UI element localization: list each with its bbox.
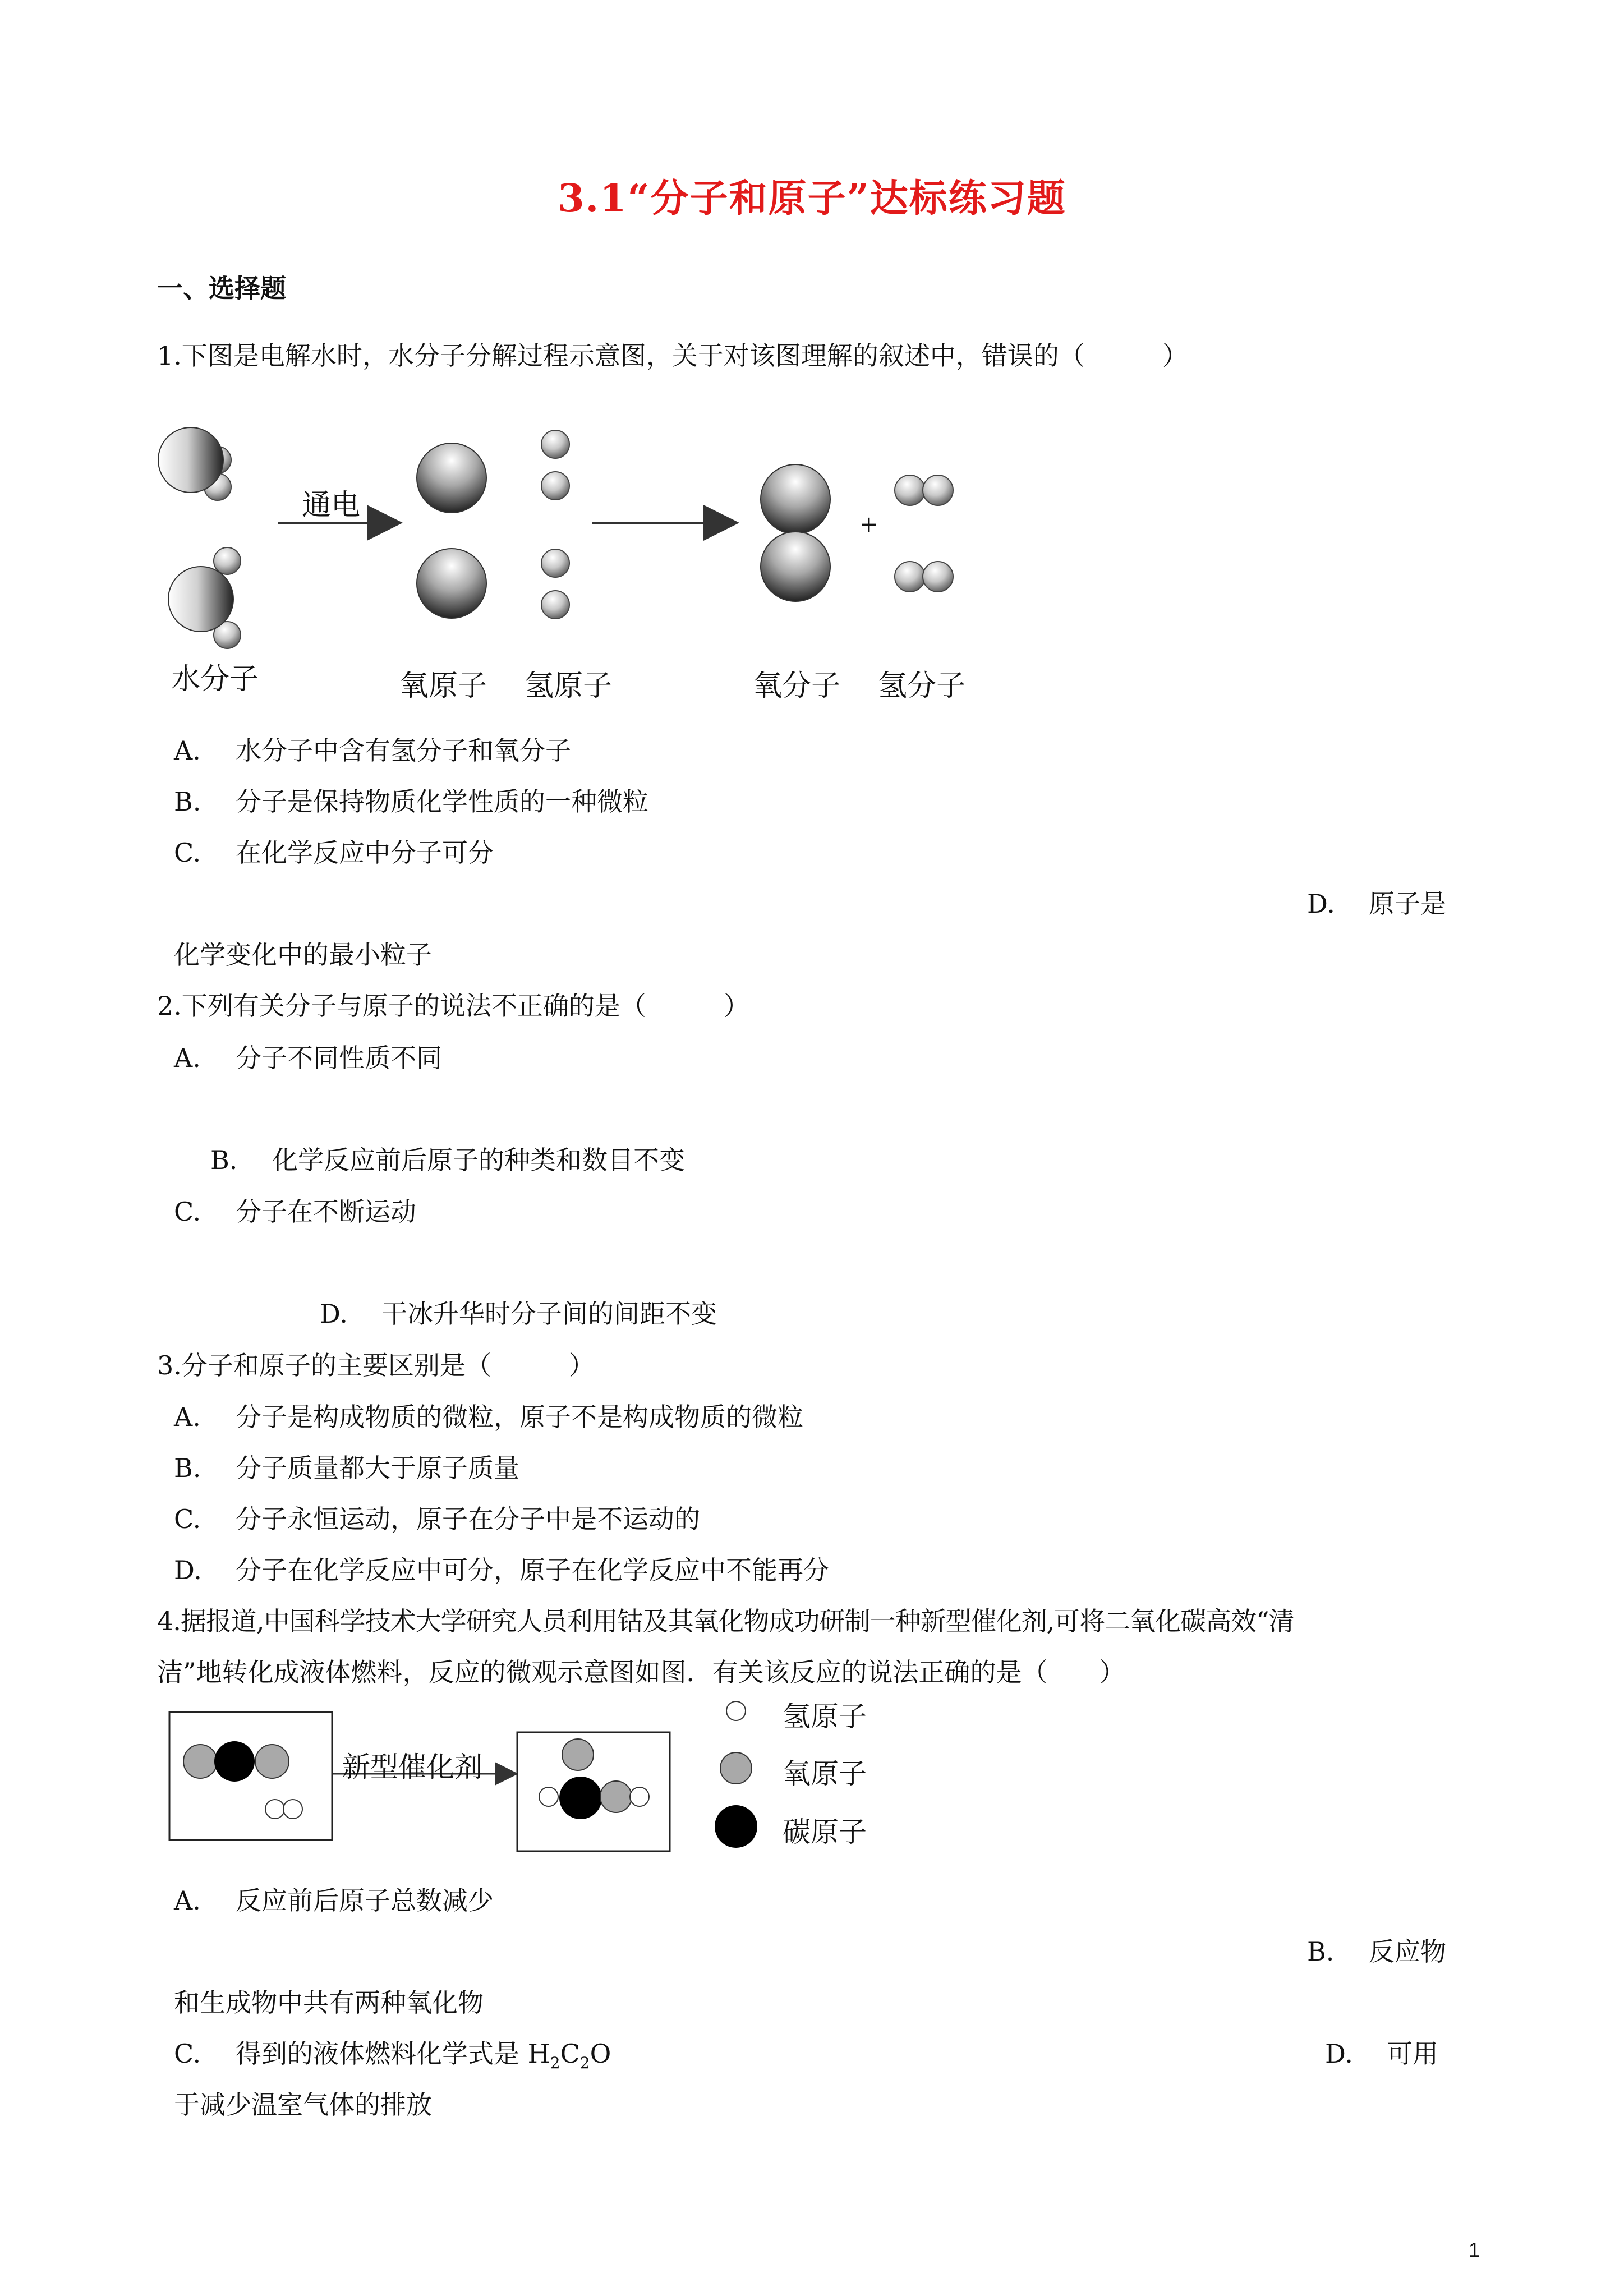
question-4-stem-line2: 洁”地转化成液体燃料，反应的微观示意图如图．有关该反应的说法正确的是（ ） xyxy=(157,1657,1125,1687)
label-hydrogen-atom: 氢原子 xyxy=(525,669,613,703)
legend-hydrogen-swatch xyxy=(726,1701,746,1720)
legend-oxygen-swatch xyxy=(720,1752,752,1784)
water-electrolysis-diagram xyxy=(151,393,1172,707)
arrow-label-catalyst: 新型催化剂 xyxy=(342,1751,482,1783)
label-hydrogen-molecule: 氢分子 xyxy=(878,669,966,703)
q1-option-c: C. 在化学反应中分子可分 xyxy=(174,838,494,868)
page-number: 1 xyxy=(1469,2238,1480,2261)
question-1-stem: 1.下图是电解水时，水分子分解过程示意图，关于对该图理解的叙述中，错误的（ ） xyxy=(157,341,1188,371)
q2-option-a: A. 分子不同性质不同 xyxy=(174,1043,442,1073)
question-3-stem: 3.分子和原子的主要区别是（ ） xyxy=(157,1350,595,1381)
q2-option-d: D. 干冰升华时分子间的间距不变 xyxy=(320,1299,717,1329)
q4-option-c: C. 得到的液体燃料化学式是 $H_2C_2O$ xyxy=(174,2039,611,2073)
q2-option-c: C. 分子在不断运动 xyxy=(174,1197,416,1227)
water-molecule-2 xyxy=(168,547,241,648)
q4-option-d-continued: 于减少温室气体的排放 xyxy=(174,2090,432,2120)
oxygen-atom xyxy=(417,549,486,618)
label-water-molecule: 水分子 xyxy=(171,662,259,696)
label-oxygen-molecule: 氧分子 xyxy=(753,669,841,703)
q4-option-d: D. 可用 xyxy=(1325,2039,1438,2069)
page-title: 3.1“分子和原子”达标练习题 xyxy=(558,176,1066,221)
question-2-stem: 2.下列有关分子与原子的说法不正确的是（ ） xyxy=(157,991,749,1021)
water-molecule-1 xyxy=(158,427,231,500)
label-oxygen-atom: 氧原子 xyxy=(399,669,487,703)
plus-sign: + xyxy=(859,512,878,537)
legend-oxygen-label: 氧原子 xyxy=(783,1757,867,1790)
section-heading: 一、选择题 xyxy=(157,273,286,303)
arrow-label-electrify: 通电 xyxy=(302,489,361,522)
q3-option-a: A. 分子是构成物质的微粒，原子不是构成物质的微粒 xyxy=(174,1402,803,1432)
oxygen-atom xyxy=(417,443,486,513)
q3-option-b: B. 分子质量都大于原子质量 xyxy=(174,1453,519,1483)
legend-carbon-swatch xyxy=(715,1805,757,1848)
q3-option-c: C. 分子永恒运动，原子在分子中是不运动的 xyxy=(174,1504,700,1534)
q4-option-a: A. 反应前后原子总数减少 xyxy=(174,1885,494,1916)
legend-carbon-label: 碳原子 xyxy=(783,1816,867,1848)
legend-hydrogen-label: 氢原子 xyxy=(783,1700,867,1733)
q4-option-b-continued: 和生成物中共有两种氧化物 xyxy=(174,1987,484,2018)
question-4-stem-line1: 4.据报道,中国科学技术大学研究人员利用钴及其氧化物成功研制一种新型催化剂,可将二氧化碳高效“清 xyxy=(157,1606,1294,1636)
q3-option-d: D. 分子在化学反应中可分，原子在化学反应中不能再分 xyxy=(174,1555,829,1585)
q1-option-b: B. 分子是保持物质化学性质的一种微粒 xyxy=(174,786,648,817)
q2-option-b: B. 化学反应前后原子的种类和数目不变 xyxy=(210,1145,685,1175)
q1-option-d-continued: 化学变化中的最小粒子 xyxy=(174,940,432,970)
q1-option-a: A. 水分子中含有氢分子和氧分子 xyxy=(174,735,571,766)
q1-option-d: D. 原子是 xyxy=(1307,889,1446,919)
q4-option-b: B. 反应物 xyxy=(1307,1936,1446,1967)
